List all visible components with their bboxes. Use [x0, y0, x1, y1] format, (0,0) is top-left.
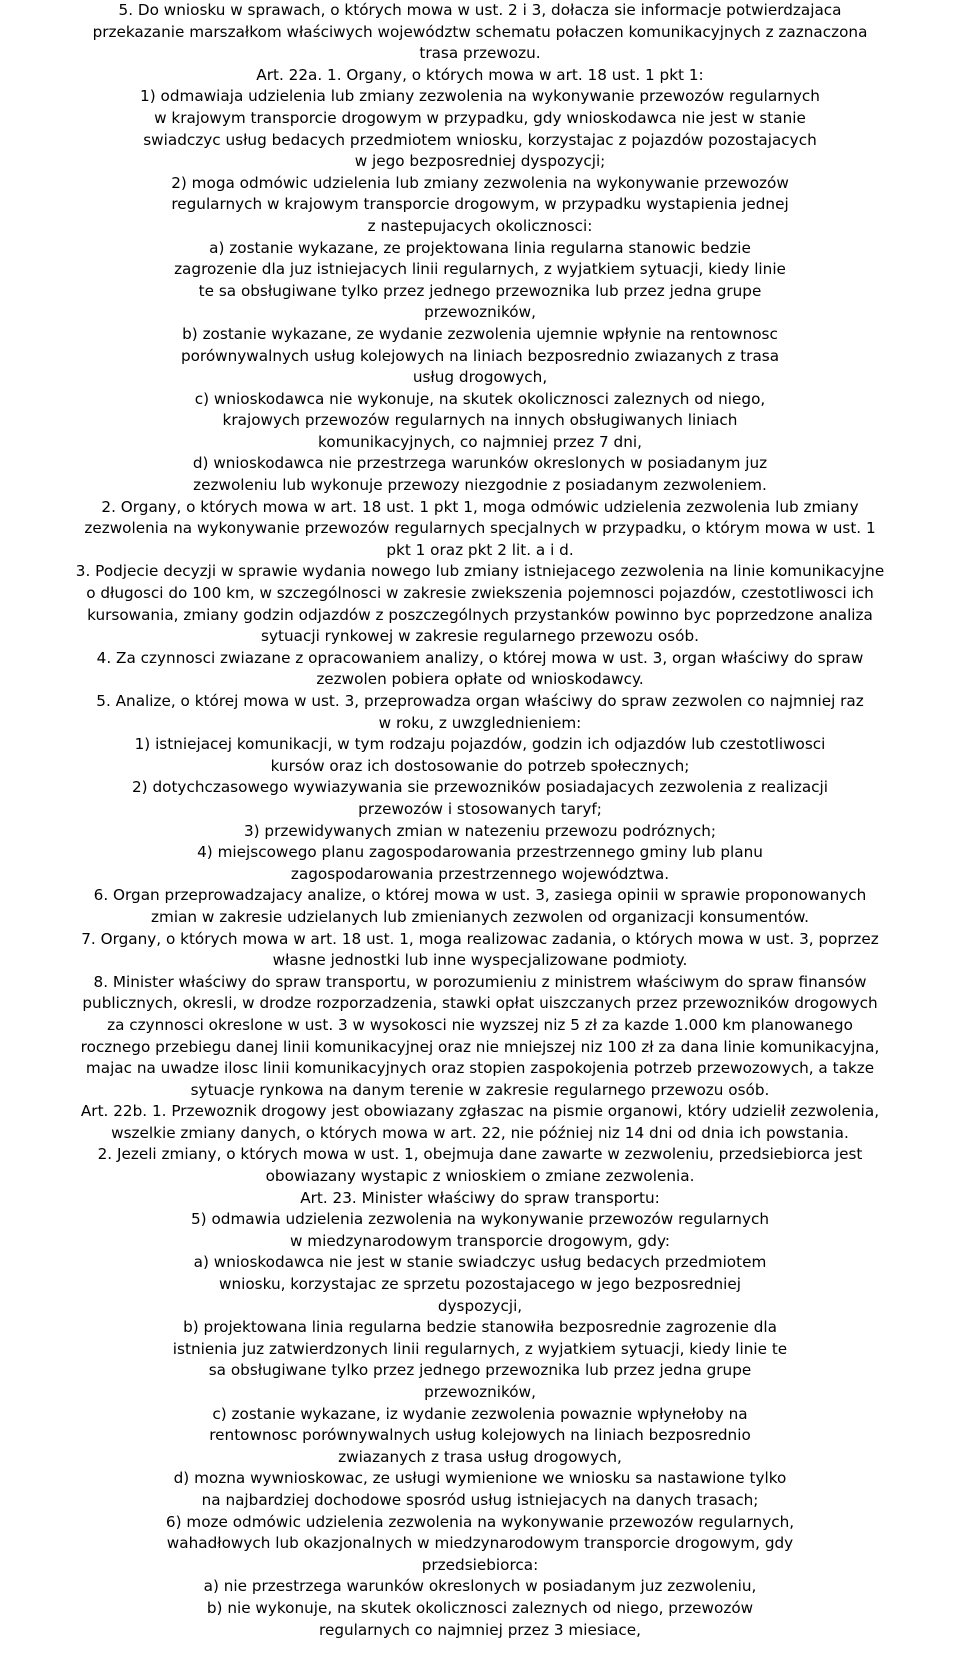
paragraph — [2, 453, 958, 496]
text-line: obowiazany wystapic z wnioskiem o zmiane zezwolenia. — [265, 1167, 695, 1186]
text-line: pkt 1 oraz pkt 2 lit. a i d. — [386, 540, 574, 559]
paragraph — [2, 86, 958, 172]
text-line: w jego bezposredniej dyspozycji; — [354, 152, 606, 171]
text-line: d) wnioskodawca nie przestrzega warunków okreslonych w posiadanym juz — [192, 454, 768, 473]
text-line: za czynnosci okreslone w ust. 3 w wysokosci nie wyzszej niz 5 zł za kazde 1.000 km planowanego — [107, 1015, 853, 1034]
text-line: 2. Organy, o których mowa w art. 18 ust. 1 pkt 1, moga odmówic udzielenia zezwolenia lub zmiany — [101, 497, 859, 516]
text-line: regularnych co najmniej przez 3 miesiace, — [319, 1620, 641, 1639]
paragraph — [2, 324, 958, 389]
paragraph — [2, 497, 958, 562]
text-line: 1) istniejacej komunikacji, w tym rodzaju pojazdów, godzin ich odjazdów lub czestotliwosci — [134, 735, 826, 754]
text-line: w roku, z uwzglednieniem: — [378, 713, 582, 732]
paragraph — [2, 1101, 958, 1144]
paragraph — [2, 1144, 958, 1187]
paragraph — [2, 691, 958, 734]
text-line: zezwolenia na wykonywanie przewozów regularnych specjalnych w przypadku, o którym mowa w ust. 1 — [84, 519, 876, 538]
text-line: c) wnioskodawca nie wykonuje, na skutek okolicznosci zaleznych od niego, — [194, 389, 766, 408]
text-line: a) wnioskodawca nie jest w stanie swiadczyc usług bedacych przedmiotem — [193, 1253, 767, 1272]
text-line: te sa obsługiwane tylko przez jednego przewoznika lub przez jedna grupe — [198, 281, 762, 300]
text-line: sytuacji rynkowej w zakresie regularnego przewozu osób. — [261, 627, 699, 646]
text-line: dyspozycji, — [437, 1296, 523, 1315]
paragraph — [2, 1512, 958, 1577]
text-line: sa obsługiwane tylko przez jednego przewoznika lub przez jedna grupe — [208, 1361, 752, 1380]
text-line: z nastepujacych okolicznosci: — [367, 216, 593, 235]
text-line: wniosku, korzystajac ze sprzetu pozostajacego w jego bezposredniej — [218, 1275, 741, 1294]
text-line: przekazanie marszałkom właściwych województw schematu połaczen komunikacyjnych z zaznaczona — [92, 22, 868, 41]
text-line: 5. Do wniosku w sprawach, o których mowa w ust. 2 i 3, dołacza sie informacje potwierdzajaca — [118, 1, 842, 19]
text-line: 2) dotychczasowego wywiazywania sie przewozników posiadajacych zezwolenia z realizacji — [131, 778, 829, 797]
text-line: rocznego przebiegu danej linii komunikacyjnej oraz nie mniejszej niz 100 zł za dana linie komunikacyjna, — [80, 1037, 880, 1056]
paragraph — [2, 821, 958, 843]
text-line: przewozów i stosowanych taryf; — [358, 799, 602, 818]
text-line: kursowania, zmiany godzin odjazdów z poszczególnych przystanków powinno byc poprzedzone analiza — [87, 605, 873, 624]
paragraph — [2, 1404, 958, 1469]
text-line: wszelkie zmiany danych, o których mowa w art. 22, nie później niz 14 dni od dnia ich powstania. — [111, 1123, 849, 1142]
text-line: sytuacje rynkowa na danym terenie w zakresie regularnego przewozu osób. — [190, 1080, 770, 1099]
text-line: przewozników, — [424, 303, 536, 322]
text-line: 6) moze odmówic udzielenia zezwolenia na wykonywanie przewozów regularnych, — [165, 1512, 795, 1531]
text-line: w krajowym transporcie drogowym w przypadku, gdy wnioskodawca nie jest w stanie — [154, 108, 806, 127]
text-line: swiadczyc usług bedacych przedmiotem wniosku, korzystajac z pojazdów pozostajacych — [143, 130, 817, 149]
paragraph — [2, 648, 958, 691]
paragraph — [2, 842, 958, 885]
text-line: 5) odmawia udzielenia zezwolenia na wykonywanie przewozów regularnych — [190, 1210, 769, 1229]
paragraph — [2, 1598, 958, 1641]
paragraph — [2, 1252, 958, 1317]
text-line: c) zostanie wykazane, iz wydanie zezwolenia powaznie wpłynełoby na — [212, 1404, 748, 1423]
paragraph — [2, 1209, 958, 1252]
text-line: zwiazanych z trasa usług drogowych, — [338, 1447, 622, 1466]
paragraph — [2, 173, 958, 238]
text-line: istnienia juz zatwierdzonych linii regularnych, z wyjatkiem sytuacji, kiedy linie te — [172, 1339, 788, 1358]
text-line: 7. Organy, o których mowa w art. 18 ust. 1, moga realizowac zadania, o których mowa w ust. 3, poprzez — [81, 929, 879, 948]
text-line: b) zostanie wykazane, ze wydanie zezwolenia ujemnie wpłynie na rentownosc — [182, 324, 778, 343]
text-line: majac na uwadze ilosc linii komunikacyjnych oraz stopien zaspokojenia potrzeb przewozowych, a takze — [85, 1059, 875, 1078]
text-line: b) projektowana linia regularna bedzie stanowiła bezposrednie zagrozenie dla — [183, 1318, 777, 1337]
text-line: przedsiebiorca: — [421, 1555, 539, 1574]
text-line: zezwoleniu lub wykonuje przewozy niezgodnie z posiadanym zezwoleniem. — [193, 476, 767, 495]
text-line: 8. Minister właściwy do spraw transportu, w porozumieniu z ministrem właściwym do spraw finansów — [93, 972, 867, 991]
paragraph — [2, 1576, 958, 1598]
paragraph — [2, 389, 958, 454]
text-line: trasa przewozu. — [419, 44, 541, 63]
text-line: 3. Podjecie decyzji w sprawie wydania nowego lub zmiany istniejacego zezwolenia na linie komunikacyjne — [75, 562, 885, 581]
text-line: własne jednostki lub inne wyspecjalizowane podmioty. — [272, 951, 688, 970]
paragraph — [2, 885, 958, 928]
text-line: kursów oraz ich dostosowanie do potrzeb społecznych; — [270, 756, 690, 775]
paragraph — [2, 777, 958, 820]
text-line: zezwolen pobiera opłate od wnioskodawcy. — [316, 670, 644, 689]
text-line: a) nie przestrzega warunków okreslonych w posiadanym juz zezwoleniu, — [203, 1577, 757, 1596]
text-line: 4) miejscowego planu zagospodarowania przestrzennego gminy lub planu — [197, 843, 763, 862]
text-line: w miedzynarodowym transporcie drogowym, gdy: — [289, 1231, 671, 1250]
text-line: 1) odmawiaja udzielenia lub zmiany zezwolenia na wykonywanie przewozów regularnych — [140, 87, 820, 106]
text-line: 3) przewidywanych zmian w natezeniu przewozu podróznych; — [243, 821, 717, 840]
text-line: zagospodarowania przestrzennego województwa. — [290, 864, 670, 883]
text-line: b) nie wykonuje, na skutek okolicznosci zaleznych od niego, przewozów — [206, 1598, 754, 1617]
text-line: 2. Jezeli zmiany, o których mowa w ust. 1, obejmuja dane zawarte w zezwoleniu, przedsiebiorca jest — [97, 1145, 863, 1164]
text-line: publicznych, okresli, w drodze rozporzadzenia, stawki opłat uiszczanych przez przewozników drogowych — [82, 994, 878, 1013]
text-line: Art. 22b. 1. Przewoznik drogowy jest obowiazany zgłaszac na pismie organowi, który udzielił zezwolenia, — [80, 1102, 880, 1121]
text-line: komunikacyjnych, co najmniej przez 7 dni, — [318, 432, 642, 451]
text-line: 6. Organ przeprowadzajacy analize, o której mowa w ust. 3, zasiega opinii w sprawie proponowanych — [93, 886, 867, 905]
text-line: porównywalnych usług kolejowych na liniach bezposrednio zwiazanych z trasa — [180, 346, 780, 365]
paragraph — [2, 0, 958, 65]
text-line: 2) moga odmówic udzielenia lub zmiany zezwolenia na wykonywanie przewozów — [171, 173, 789, 192]
text-line: przewozników, — [424, 1383, 536, 1401]
paragraph — [2, 65, 958, 87]
text-line: na najbardziej dochodowe sposród usług istniejacych na danych trasach; — [201, 1490, 759, 1509]
text-line: d) mozna wywnioskowac, ze usługi wymienione we wniosku sa nastawione tylko — [173, 1469, 787, 1488]
text-line: Art. 22a. 1. Organy, o których mowa w art. 18 ust. 1 pkt 1: — [256, 65, 704, 84]
paragraph — [2, 1317, 958, 1403]
paragraph — [2, 734, 958, 777]
paragraph — [2, 929, 958, 972]
text-line: krajowych przewozów regularnych na innych obsługiwanych liniach — [222, 411, 738, 430]
paragraph — [2, 561, 958, 647]
text-line: regularnych w krajowym transporcie drogowym, w przypadku wystapienia jednej — [171, 195, 789, 214]
text-line: zagrozenie dla juz istniejacych linii regularnych, z wyjatkiem sytuacji, kiedy linie — [174, 260, 786, 279]
text-line: 5. Analize, o której mowa w ust. 3, przeprowadza organ właściwy do spraw zezwolen co najmniej raz — [96, 692, 864, 710]
text-line: Art. 23. Minister właściwy do spraw transportu: — [300, 1188, 660, 1207]
text-line: o długosci do 100 km, w szczególnosci w zakresie zwiekszenia pojemnosci pojazdów, czestotliwosci ich — [86, 584, 874, 603]
text-line: usług drogowych, — [412, 368, 548, 387]
paragraph — [2, 972, 958, 1102]
text-line: 4. Za czynnosci zwiazane z opracowaniem analizy, o której mowa w ust. 3, organ właściwy do spraw — [96, 648, 864, 667]
paragraph — [2, 238, 958, 324]
paragraph — [2, 1188, 958, 1210]
paragraph — [2, 1468, 958, 1511]
text-line: wahadłowych lub okazjonalnych w miedzynarodowym transporcie drogowym, gdy — [166, 1534, 794, 1553]
text-line: rentownosc porównywalnych usług kolejowych na liniach bezposrednio — [209, 1426, 751, 1445]
text-line: a) zostanie wykazane, ze projektowana linia regularna stanowic bedzie — [209, 238, 751, 257]
text-line: zmian w zakresie udzielanych lub zmienianych zezwolen od organizacji konsumentów. — [151, 907, 809, 926]
